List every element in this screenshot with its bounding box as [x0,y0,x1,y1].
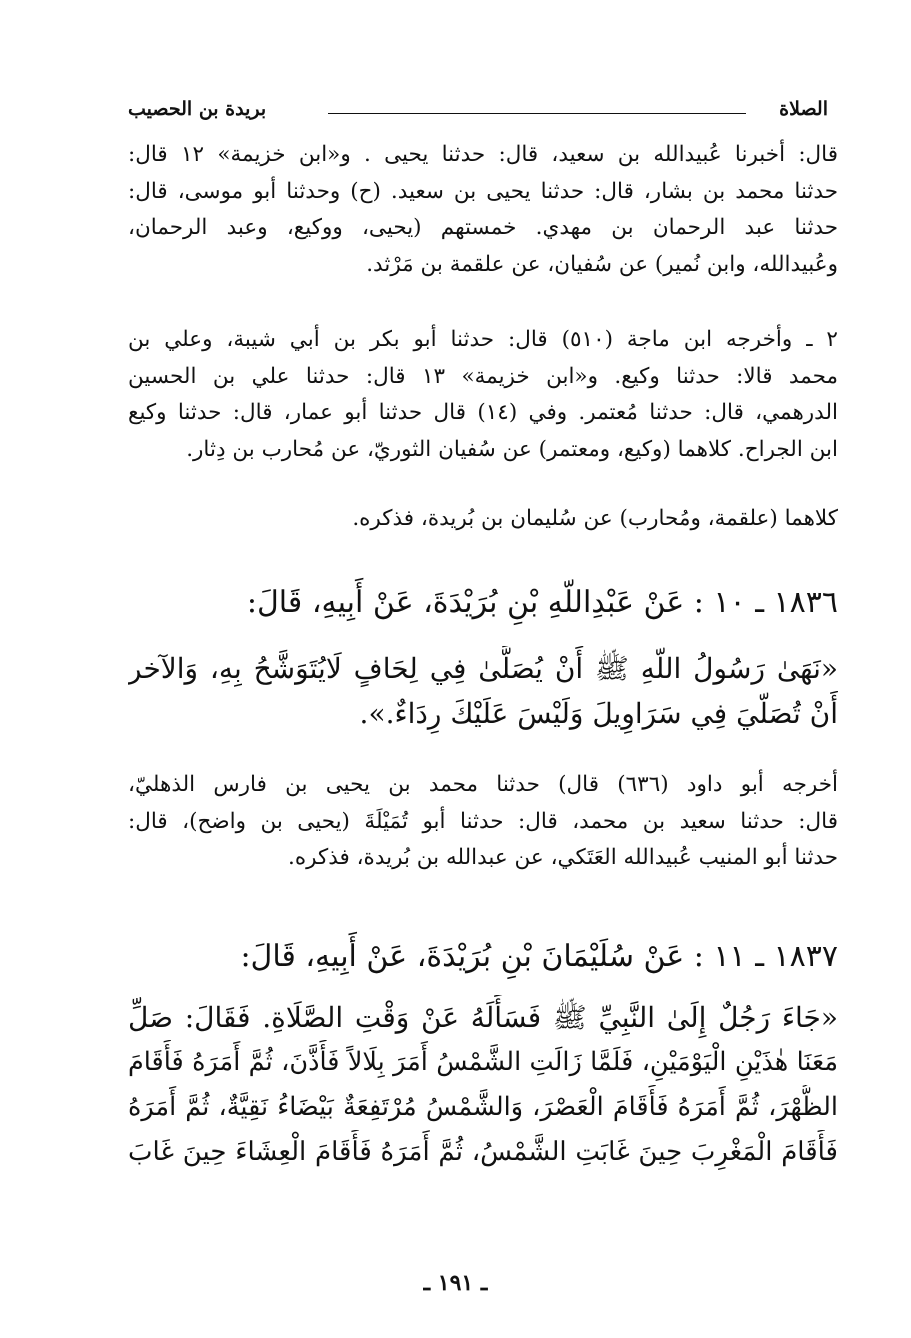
page-number: ـ ١٩١ ـ [423,1270,488,1296]
text-line: الدرهمي، قال: حدثنا مُعتمر. وفي (١٤) قال حدثنا أبو عمار، قال: حدثنا وكيع [128,400,838,425]
text-line: قال: أخبرنا عُبيدالله بن سعيد، قال: حدثنا يحيى . و«ابن خزيمة» ١٢ قال: [128,142,838,167]
text-line: كلاهما (علقمة، ومُحارب) عن سُليمان بن بُريدة، فذكره. [352,506,838,531]
footnote-block-3 [128,501,838,538]
footnote-block-2 [128,322,838,468]
text-line: حدثنا عبد الرحمان بن مهدي. خمستهم (يحيى، ووكيع، وعبد الرحمان، [128,215,838,240]
section-title: بريدة بن الحصيب [128,98,267,120]
hadith-1837-heading: ١٨٣٧ ـ ١١ : عَنْ سُلَيْمَانَ بْنِ بُرَيْدَةَ، عَنْ أَبِيهِ، قَالَ: [240,939,838,974]
text-line: حدثنا محمد بن بشار، قال: حدثنا يحيى بن سعيد. (ح) وحدثنا أبو موسى، قال: [128,178,838,204]
text-line: فَأَقَامَ الْمَغْرِبَ حِينَ غَابَتِ الشَّمْسُ، ثُمَّ أَمَرَهُ فَأَقَامَ الْعِشَاءَ حِينَ غَابَ [128,1137,838,1167]
text-line: ٢ ـ وأخرجه ابن ماجة (٥١٠) قال: حدثنا أبو بكر بن أبي شيبة، وعلي بن [128,327,838,352]
text-line: مَعَنَا هٰذَيْنِ الْيَوْمَيْنِ، فَلَمَّا زَالَتِ الشَّمْسُ أَمَرَ بِلَالاً فَأَذَّنَ، ثُمَّ أَمَرَهُ فَأَقَامَ [128,1047,838,1077]
text-line: ابن الجراح. كلاهما (وكيع، ومعتمر) عن سُفيان الثوريّ، عن مُحارب بن دِثار. [186,436,838,462]
chapter-title: الصلاة [779,98,828,120]
text-line: حدثنا أبو المنيب عُبيدالله العَتَكي، عن عبدالله بن بُريدة، فذكره. [288,845,838,870]
text-line: وعُبيدالله، وابن نُمير) عن سُفيان، عن علقمة بن مَرْثد. [366,251,838,277]
text-line: أخرجه أبو داود (٦٣٦) قال) حدثنا محمد بن يحيى بن فارس الذهليّ، [128,772,838,797]
hadith-1836-heading: ١٨٣٦ ـ ١٠ : عَنْ عَبْدِاللّهِ بْنِ بُرَيْدَةَ، عَنْ أَبِيهِ، قَالَ: [246,585,838,620]
text-line: الظُّهْرَ، ثُمَّ أَمَرَهُ فَأَقَامَ الْعَصْرَ، وَالشَّمْسُ مُرْتَفِعَةٌ بَيْضَاءُ نَقِيَّةٌ، ثُمَّ أَمَرَهُ [128,1092,838,1122]
running-header [128,96,828,126]
text-line: محمد قالا: حدثنا وكيع. و«ابن خزيمة» ١٣ قال: حدثنا علي بن الحسين [128,363,838,389]
text-line: «نَهَىٰ رَسُولُ اللّهِ ﷺ أَنْ يُصَلَّىٰ فِي لِحَافٍ لَايُتَوَشَّحُ بِهِ، وَالآخر [128,652,838,685]
text-line: «جَاءَ رَجُلٌ إِلَىٰ النَّبِيِّ ﷺ فَسَأَلَهُ عَنْ وَقْتِ الصَّلَاةِ. فَقَالَ: صَلِّ [128,1001,838,1034]
hadith-1837-text [128,995,838,1175]
hadith-1836-text [128,646,838,736]
footnote-block-1 [128,137,838,283]
footnote-block-4 [128,767,838,877]
text-line: قال: حدثنا سعيد بن محمد، قال: حدثنا أبو تُمَيْلَةَ (يحيى بن واضح)، قال: [128,808,838,834]
text-line: أَنْ تُصَلّيَ فِي سَرَاوِيلَ وَلَيْسَ عَلَيْكَ رِدَاءٌ.». [359,697,838,730]
header-rule [328,113,746,114]
